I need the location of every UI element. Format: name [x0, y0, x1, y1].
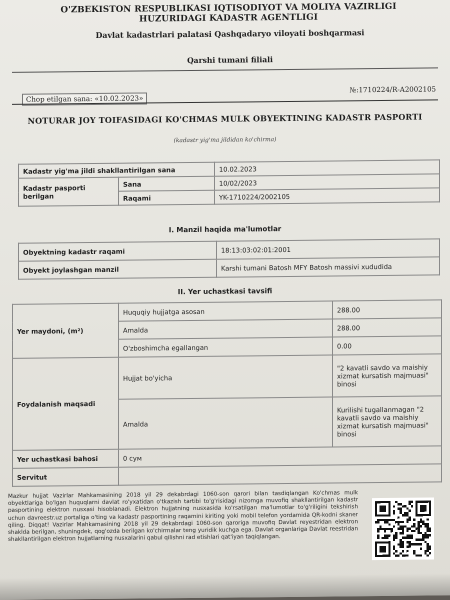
table-row [13, 354, 442, 400]
branch-divider [12, 67, 438, 72]
document-subtitle: (kadastr yig'ma jildidan ko'chirma) [173, 137, 277, 145]
table-label: Obyekt joylashgan manzil [19, 259, 217, 279]
section-title-address: I. Manzil haqida ma'lumotlar [168, 225, 282, 235]
table-label: Kadastr pasporti berilgan [19, 177, 119, 206]
qr-code-icon [375, 500, 431, 557]
table-row [19, 257, 440, 279]
table-value: YK-1710224/2002105 [215, 188, 440, 204]
document-number: №:1710224/R-A2002105 [349, 85, 436, 95]
document-title: NOTURAR JOY TOIFASIDAGI KO'CHMAS MULK OBYEKTINING KADASTR PASPORTI [27, 111, 423, 126]
table-value: 10.02.2023 [215, 160, 440, 176]
address-table [18, 238, 440, 279]
table-sublabel: Hujjat bo'yicha [119, 355, 333, 399]
table-value: "2 kavatli savdo va maishiy xizmat kursatish majmuasi" binosi [333, 354, 442, 397]
table-label: Obyektning kadastr raqami [19, 241, 217, 261]
table-sublabel: Amalda [119, 397, 333, 449]
table-value: 288.00 [333, 318, 442, 337]
table-label: Foydalanish maqsadi [13, 357, 119, 450]
registry-table [18, 159, 440, 206]
table-sublabel: Sana [119, 176, 215, 191]
qr-code[interactable] [372, 497, 434, 560]
table-sublabel: Raqami [119, 190, 215, 205]
table-value: 0.00 [333, 336, 442, 355]
table-sublabel: Amalda [119, 319, 333, 339]
table-sublabel: Huquqiy hujjatga asosan [119, 301, 333, 321]
table-value: 288.00 [333, 300, 442, 319]
chamber-name: Davlat kadastrlari palatasi Qashqadaryo viloyati boshqarmasi [95, 28, 365, 40]
section-title-land: II. Yer uchastkasi tavsifi [177, 287, 273, 297]
land-table [12, 299, 442, 487]
table-value: Karshi tumani Batosh MFY Batosh massivi xududida [217, 257, 440, 277]
print-date: Chop etilgan sana: «10.02.2023» [22, 92, 147, 105]
table-sublabel: O'zboshimcha egallangan [119, 337, 333, 357]
legal-footnote: Mazkur hujjat Vazirlar Mahkamasining 2018 yil 29 dekabrdagi 1060-son qarori bilan tasdiqlangan Ko'chmas mulk obyektlariga bo'lgan huquqlarni davlat ro'yxatidan o'tkazish tartibi to'g'risidagi nizomga muvofiq shakllantirilgan kadastr pasportining elektron nusxasi hisoblanadi. Elektron hujjatning nusxasida ko'rsatilgan ma'lumotlar to'g'riligini tekshirish uchun davreestr.uz portaliga o'ting va kadastr pasportining raqamini kiriting yoki mobil telefon yordamida QR-kodni skaner qiling. Diqqat! Vazirlar Mahkamasining 2018 yil 29 dekabrdagi 1060-son qaroriga muvofiq Davlat reyestridan elektron shaklda berilgan, shuningdek, qog'ozda berilgan ko'chirmalar teng yuridik kuchga ega. Davlat organlariga Davlat reestridan shakllantirilgan elektron hujjatlarning nusxalarini qabul qilishni rad etishlari qat'iyan taqiqlangan. [8, 490, 358, 544]
table-value: Kurilishi tugallanmagan "2 kavatli savdo va maishiy xizmat kursatish majmuasi" binosi [333, 396, 442, 447]
table-value [119, 464, 442, 485]
table-value: 10/02/2023 [215, 174, 440, 190]
branch-name: Qarshi tumani filiali [187, 55, 273, 66]
table-value: 0 сум [119, 446, 442, 467]
table-label: Servitut [13, 467, 119, 486]
table-label: Yer maydoni, (m²) [13, 303, 119, 358]
table-label: Kadastr yig'ma jildi shakllantirilgan sana [19, 162, 215, 178]
agency-name: O'ZBEKISTON RESPUBLIKASI IQTISODIYOT VA MOLIYA VAZIRLIGI HUZURIDAGI KADASTR AGENTLIGI [60, 1, 397, 25]
page-shadow [0, 573, 450, 600]
table-row [13, 464, 442, 486]
table-label: Yer uchastkasi bahosi [13, 449, 119, 468]
table-value: 18:13:03:02:01:2001 [217, 239, 440, 259]
